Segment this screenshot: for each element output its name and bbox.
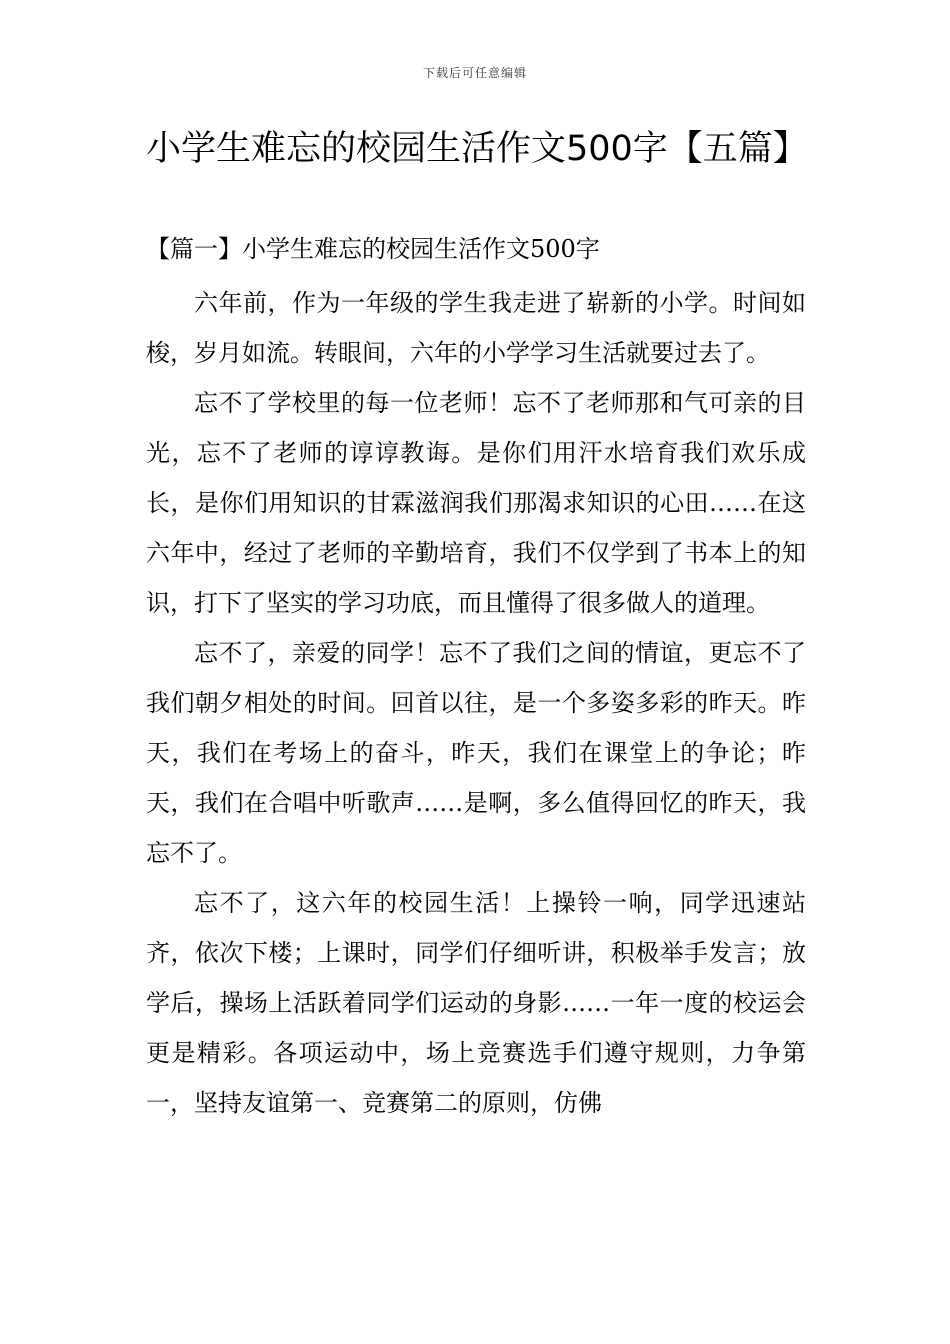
document-title: 小学生难忘的校园生活作文500字【五篇】 — [146, 129, 808, 169]
article-body — [146, 278, 806, 1128]
paragraph: 六年前，作为一年级的学生我走进了崭新的小学。时间如梭，岁月如流。转眼间，六年的小学学习生活就要过去了。 — [146, 289, 806, 367]
paragraph: 忘不了学校里的每一位老师！忘不了老师那和气可亲的目光，忘不了老师的谆谆教诲。是你们用汗水培育我们欢乐成长，是你们用知识的甘霖滋润我们那渴求知识的心田……在这六年中，经过了老师的辛勤培育，我们不仅学到了书本上的知识，打下了坚实的学习功底，而且懂得了很多做人的道理。 — [146, 389, 806, 617]
paragraph: 忘不了，亲爱的同学！忘不了我们之间的情谊，更忘不了我们朝夕相处的时间。回首以往，是一个多姿多彩的昨天。昨天，我们在考场上的奋斗，昨天，我们在课堂上的争论；昨天，我们在合唱中听歌声……是啊，多么值得回忆的昨天，我忘不了。 — [146, 639, 806, 867]
section-heading: 【篇一】小学生难忘的校园生活作文500字 — [146, 235, 600, 263]
header-note: 下载后可任意编辑 — [422, 66, 527, 80]
paragraph: 忘不了，这六年的校园生活！上操铃一响，同学迅速站齐，依次下楼；上课时，同学们仔细听讲，积极举手发言；放学后，操场上活跃着同学们运动的身影……一年一度的校运会更是精彩。各项运动中，场上竞赛选手们遵守规则，力争第一，坚持友谊第一、竞赛第二的原则，仿佛 — [146, 889, 806, 1117]
